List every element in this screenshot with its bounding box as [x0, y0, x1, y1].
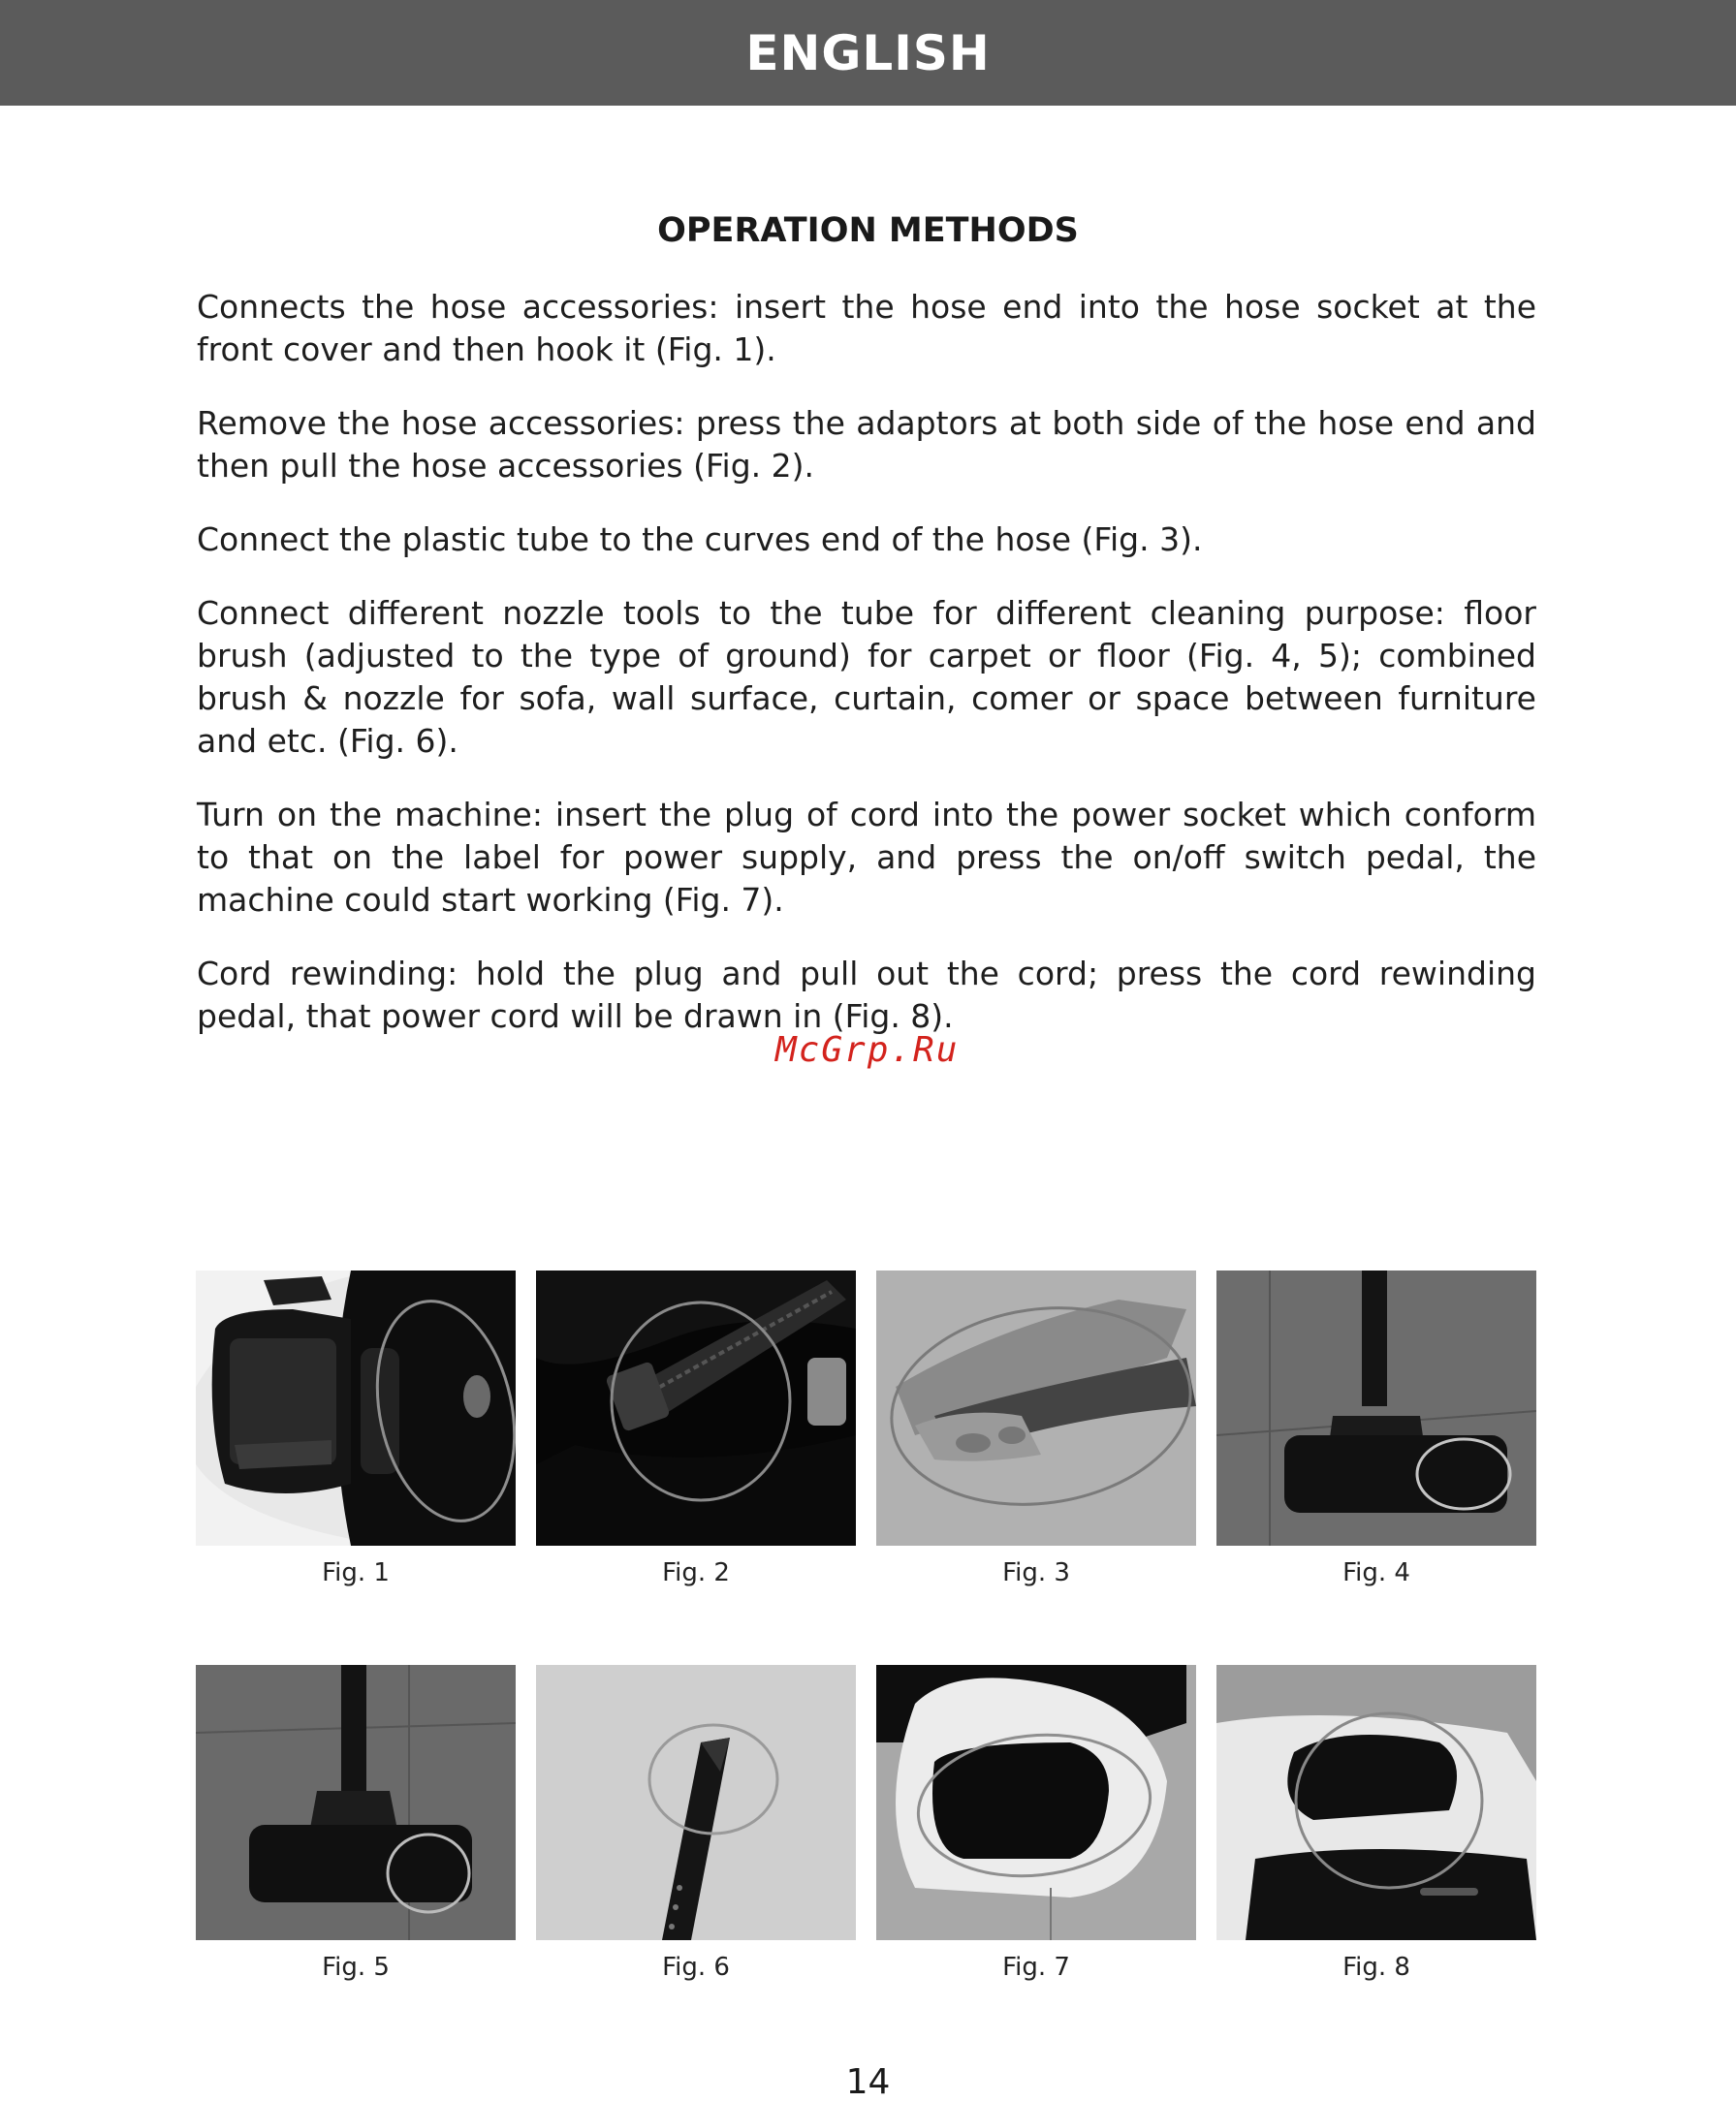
header-bar: [0, 0, 1736, 106]
figure-8-caption: Fig. 8: [1342, 1953, 1410, 1982]
figure-5-photo: [196, 1665, 516, 1940]
watermark-text: McGrp.Ru: [775, 1030, 960, 1070]
figure-4-photo: [1216, 1271, 1536, 1546]
page-number: 14: [845, 2062, 891, 2102]
figure-7-caption: Fig. 7: [1002, 1953, 1070, 1982]
paragraph-cord-rewinding: Cord rewinding: hold the plug and pull out the cord; press the cord rewinding pedal, that power cord will be drawn in (Fig. 8).: [197, 955, 1536, 1035]
figure-4: [1216, 1271, 1536, 1587]
figure-2-caption: Fig. 2: [662, 1558, 730, 1587]
paragraph-turn-on: Turn on the machine: insert the plug of cord into the power socket which conform to that on the label for power supply, and press the on/off switch pedal, the machine could start working (Fig. 7).: [197, 796, 1536, 919]
figure-1-photo: [196, 1271, 516, 1546]
figure-6-photo: [536, 1665, 856, 1940]
figure-1: [196, 1271, 516, 1587]
figure-6-caption: Fig. 6: [662, 1953, 730, 1982]
figure-7: [876, 1665, 1196, 1982]
figure-row-2: [196, 1665, 1537, 1982]
figure-8-photo: [1216, 1665, 1536, 1940]
paragraph-connect-hose: Connects the hose accessories: insert the hose end into the hose socket at the front cover and then hook it (Fig. 1).: [197, 288, 1536, 368]
figure-3-caption: Fig. 3: [1002, 1558, 1070, 1587]
figure-row-1: [196, 1271, 1537, 1587]
figure-5-caption: Fig. 5: [322, 1953, 390, 1982]
paragraph-connect-tube: Connect the plastic tube to the curves end of the hose (Fig. 3).: [197, 520, 1203, 558]
figure-2-photo: [536, 1271, 856, 1546]
paragraph-remove-hose: Remove the hose accessories: press the adaptors at both side of the hose end and then pull the hose accessories (Fig. 2).: [197, 404, 1536, 485]
figure-3: [876, 1271, 1196, 1587]
instructions-body: [197, 286, 1536, 1069]
figure-8: [1216, 1665, 1536, 1982]
figure-6: [536, 1665, 856, 1982]
figure-5: [196, 1665, 516, 1982]
paragraph-nozzle-tools: Connect different nozzle tools to the tube for different cleaning purpose: floor brush (adjusted to the type of ground) for carpet or floor (Fig. 4, 5); combined brush & nozzle for sofa, wall surface, curtain, comer or space between furniture and etc. (Fig. 6).: [197, 594, 1536, 760]
figure-2: [536, 1271, 856, 1587]
figure-7-photo: [876, 1665, 1196, 1940]
section-title: OPERATION METHODS: [657, 211, 1079, 250]
figure-1-caption: Fig. 1: [322, 1558, 390, 1587]
figure-4-caption: Fig. 4: [1342, 1558, 1410, 1587]
figure-3-photo: [876, 1271, 1196, 1546]
header-title: ENGLISH: [745, 24, 991, 81]
